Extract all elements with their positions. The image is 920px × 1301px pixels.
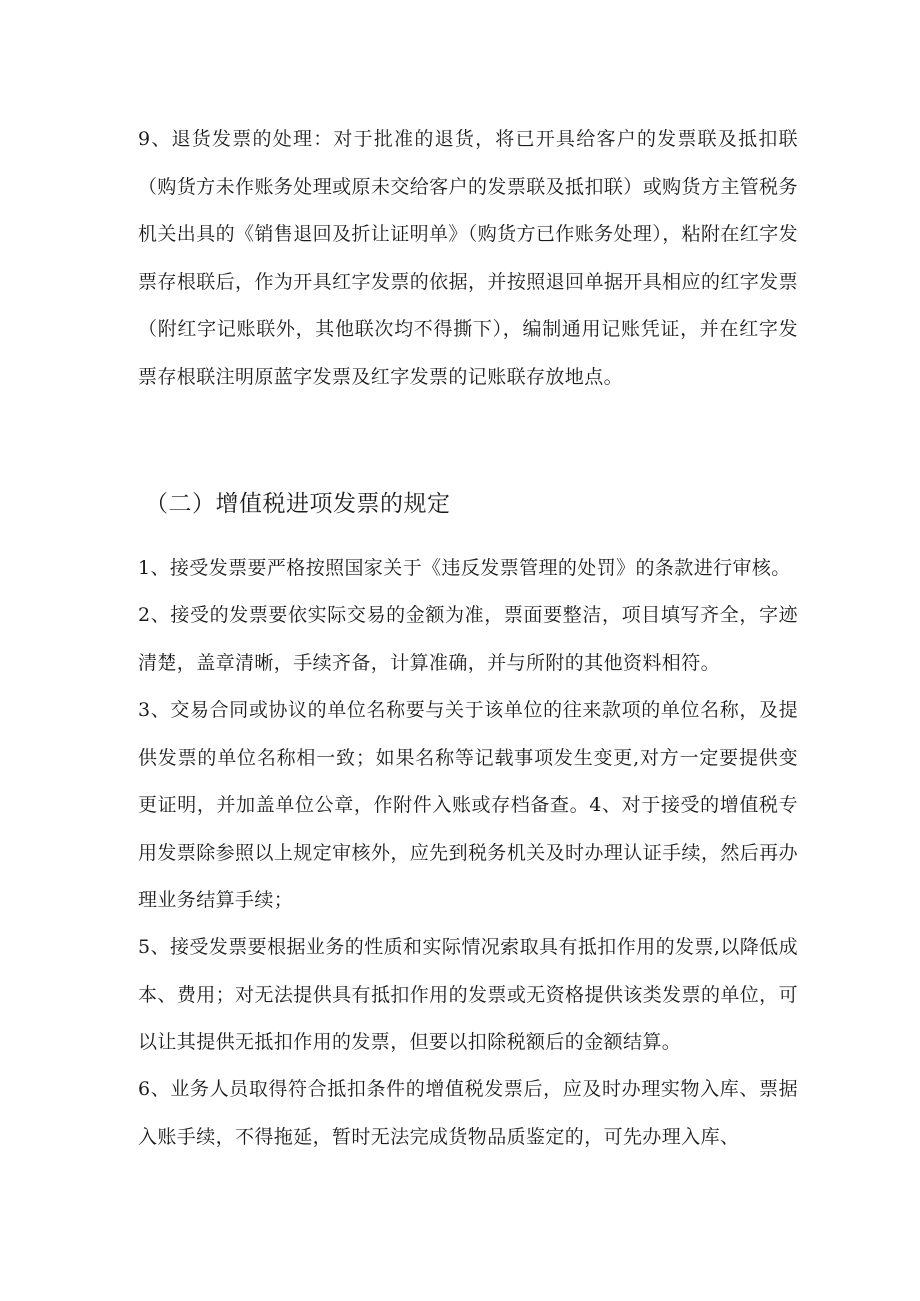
paragraph-item-2: 2、接受的发票要依实际交易的金额为准，票面要整洁，项目填写齐全，字迹清楚，盖章清晰，手续齐备，计算准确，并与所附的其他资料相符。	[138, 604, 798, 674]
paragraph-item-3-4: 3、交易合同或协议的单位名称要与关于该单位的往来款项的单位名称，及提供发票的单位名称相一致；如果名称等记载事项发生变更,对方一定要提供变更证明，并加盖单位公章，作附件入账或存档备查。4、对于接受的增值税专用发票除参照以上规定审核外，应先到税务机关及时办理认证手续，然后再办理业务结算手续；	[138, 699, 798, 911]
paragraph-item-5: 5、接受发票要根据业务的性质和实际情况索取具有抵扣作用的发票,以降低成本、费用；对无法提供具有抵扣作用的发票或无资格提供该类发票的单位，可以让其提供无抵扣作用的发票，但要以扣除税额后的金额结算。	[138, 936, 798, 1053]
paragraph-item-6: 6、业务人员取得符合抵扣条件的增值税发票后，应及时办理实物入库、票据入账手续，不得拖延，暂时无法完成货物品质鉴定的，可先办理入库、	[138, 1078, 798, 1148]
paragraph-item-9: 9、退货发票的处理：对于批准的退货，将已开具给客户的发票联及抵扣联（购货方未作账务处理或原未交给客户的发票联及抵扣联）或购货方主管税务机关出具的《销售退回及折让证明单》（购货方已作账务处理），粘附在红字发票存根联后，作为开具红字发票的依据，并按照退回单据开具相应的红字发票（附红字记账联外，其他联次均不得撕下），编制通用记账凭证，并在红字发票存根联注明原蓝字发票及红字发票的记账联存放地点。	[138, 128, 799, 388]
section-heading: （二）增值税进项发票的规定	[145, 491, 451, 517]
paragraph-item-1: 1、接受发票要严格按照国家关于《违反发票管理的处罚》的条款进行审核。	[138, 557, 791, 579]
